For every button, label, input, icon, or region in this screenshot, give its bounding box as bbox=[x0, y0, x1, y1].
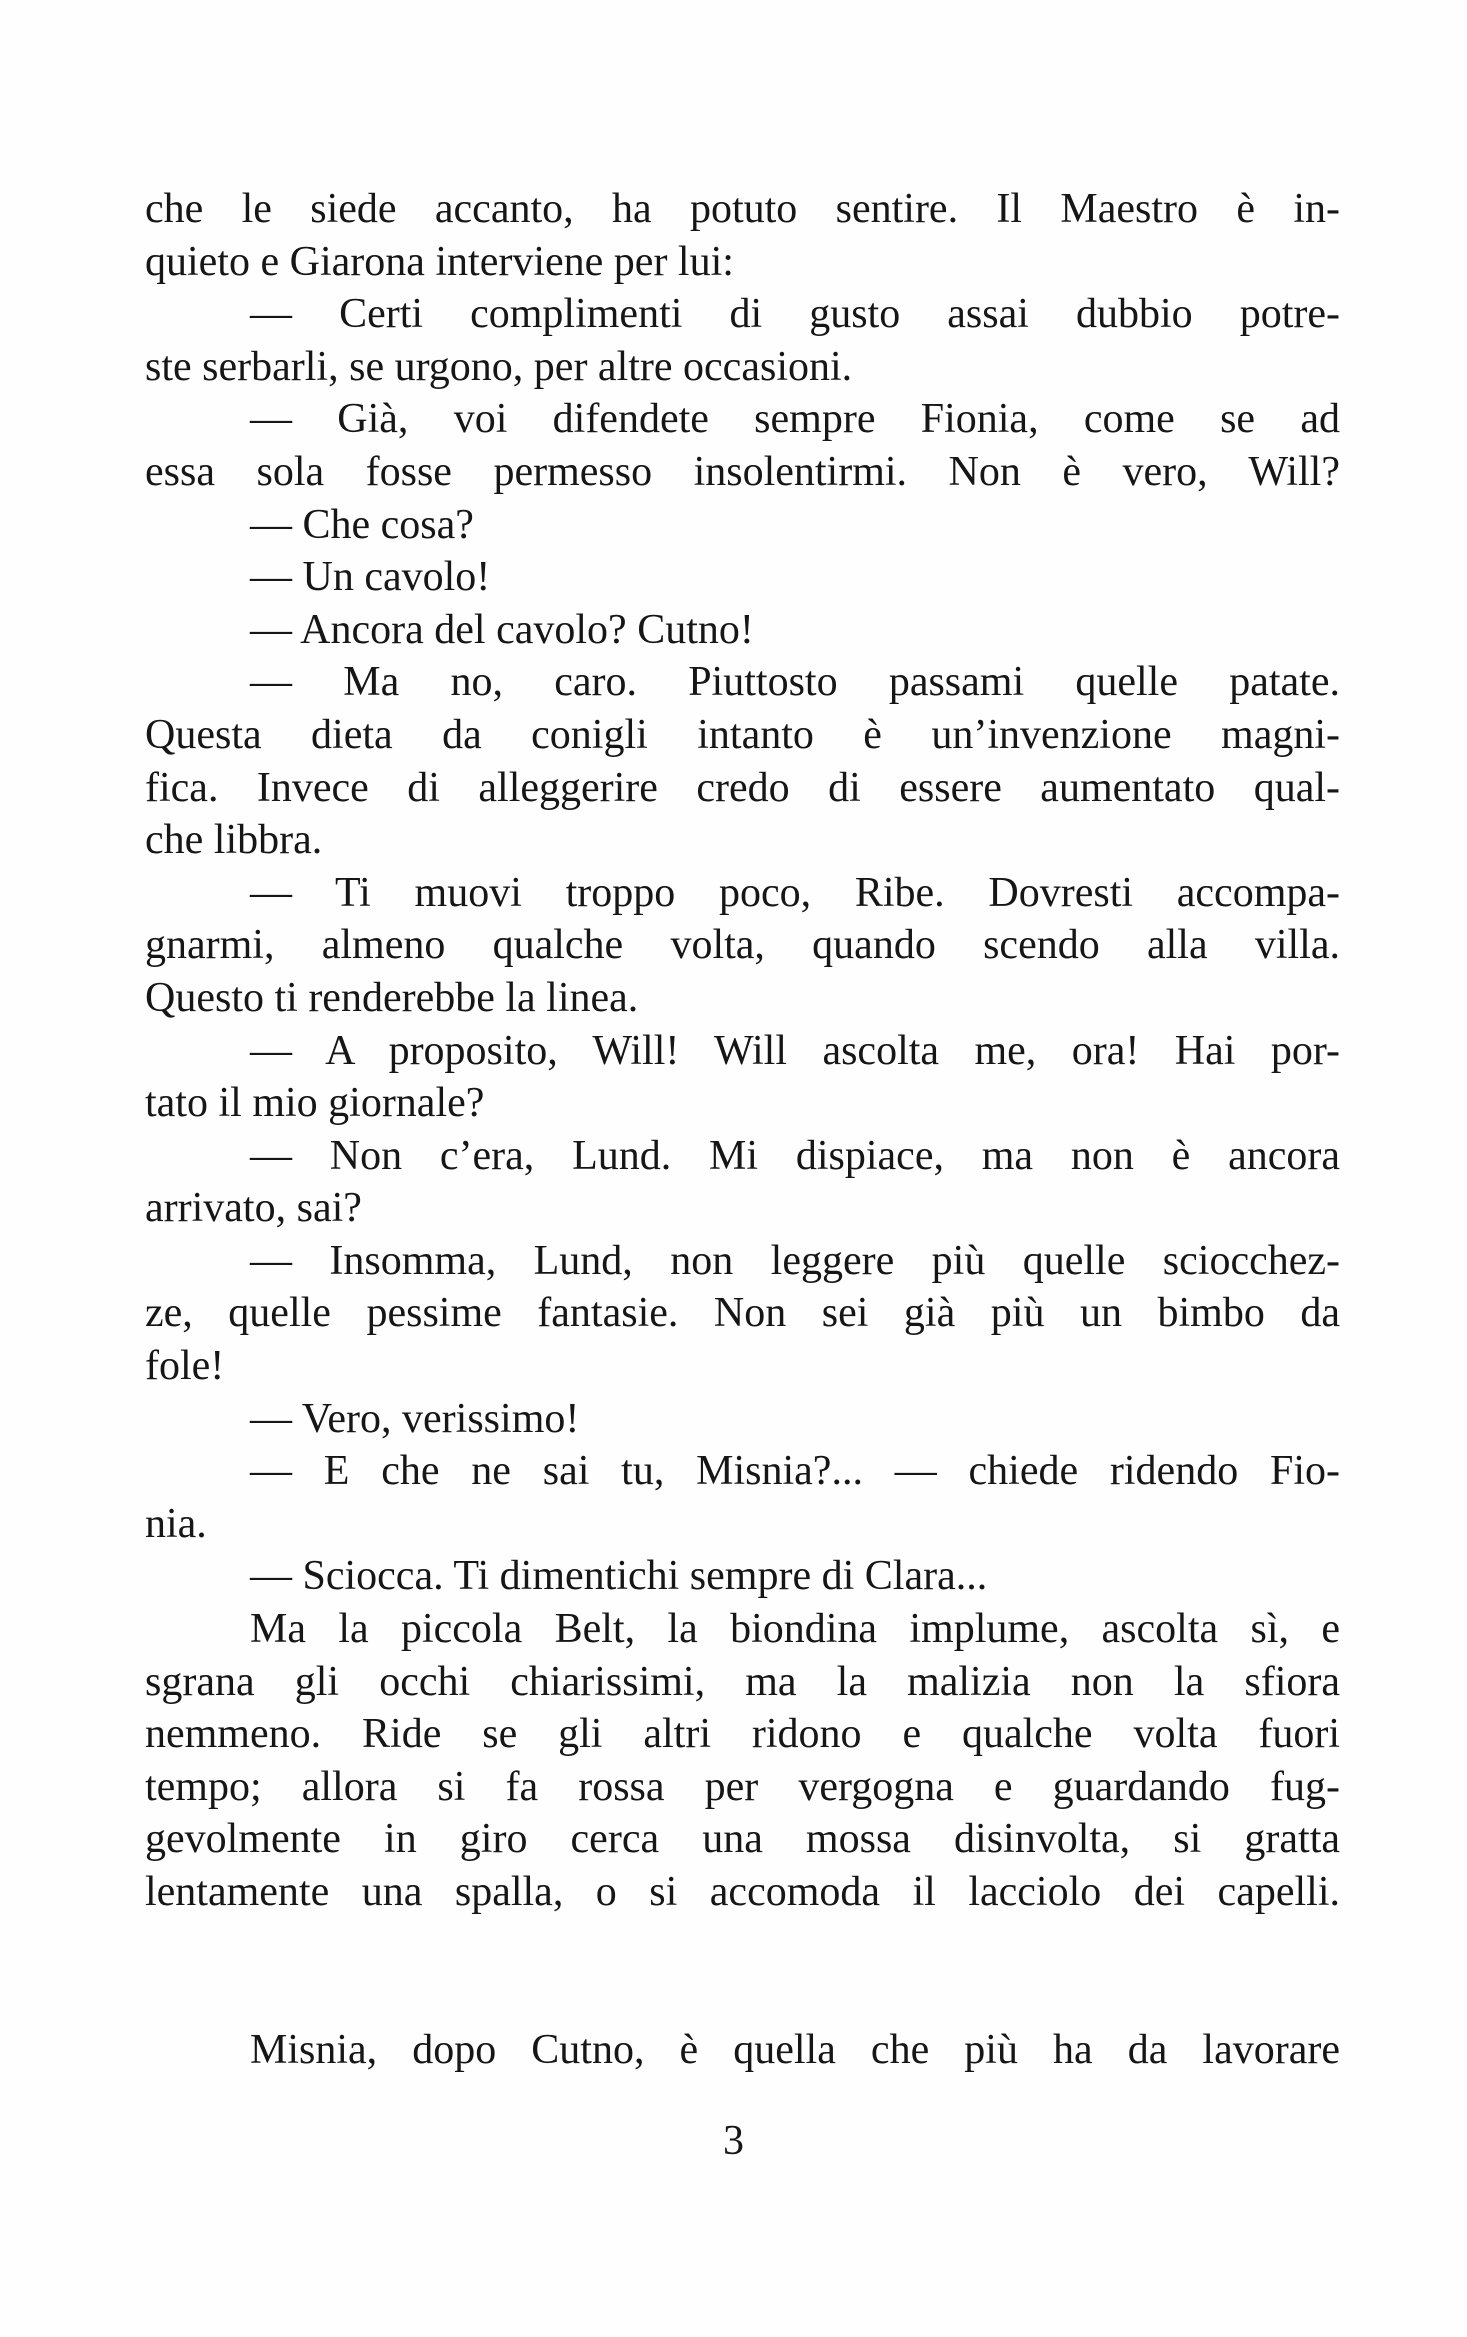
text-line: gnarmi, almeno qualche volta, quando scendo alla villa. bbox=[145, 922, 1340, 969]
dialogue-line: — Certi complimenti di gusto assai dubbio potre- bbox=[250, 291, 1340, 338]
dialogue-line: — Un cavolo! bbox=[250, 554, 491, 601]
text-line: quieto e Giarona interviene per lui: bbox=[145, 238, 734, 285]
text-line: tato il mio giornale? bbox=[145, 1080, 485, 1127]
text-line: nia. bbox=[145, 1500, 207, 1547]
text-line: nemmeno. Ride se gli altri ridono e qualche volta fuori bbox=[145, 1711, 1340, 1758]
dialogue-line: — Ma no, caro. Piuttosto passami quelle patate. bbox=[250, 659, 1340, 706]
text-line: Questa dieta da conigli intanto è un’invenzione magni- bbox=[145, 711, 1340, 758]
dialogue-line: — Già, voi difendete sempre Fionia, come se ad bbox=[250, 396, 1340, 443]
text-line: essa sola fosse permesso insolentirmi. Non è vero, Will? bbox=[145, 448, 1340, 495]
text-line: fole! bbox=[145, 1343, 225, 1390]
text-line: gevolmente in giro cerca una mossa disinvolta, si gratta bbox=[145, 1816, 1340, 1863]
dialogue-line: — Che cosa? bbox=[250, 501, 474, 548]
dialogue-line: — Vero, verissimo! bbox=[250, 1395, 580, 1442]
dialogue-line: — Sciocca. Ti dimentichi sempre di Clara... bbox=[250, 1553, 988, 1600]
text-line: lentamente una spalla, o si accomoda il lacciolo dei capelli. bbox=[145, 1869, 1340, 1915]
text-line: sgrana gli occhi chiarissimi, ma la malizia non la sfiora bbox=[145, 1658, 1340, 1705]
dialogue-line: — Non c’era, Lund. Mi dispiace, ma non è ancora bbox=[250, 1132, 1340, 1179]
dialogue-line: — Ti muovi troppo poco, Ribe. Dovresti accompa- bbox=[250, 869, 1340, 916]
page-number: 3 bbox=[723, 2118, 744, 2164]
dialogue-line: — Ancora del cavolo? Cutno! bbox=[250, 606, 754, 653]
text-line: tempo; allora si fa rossa per vergogna e guardando fug- bbox=[145, 1763, 1340, 1810]
text-line: Questo ti renderebbe la linea. bbox=[145, 974, 639, 1021]
text-line: ze, quelle pessime fantasie. Non sei già più un bimbo da bbox=[145, 1290, 1340, 1337]
dialogue-line: — Insomma, Lund, non leggere più quelle sciocchez- bbox=[250, 1237, 1340, 1284]
dialogue-line: — E che ne sai tu, Misnia?... — chiede ridendo Fio- bbox=[250, 1448, 1340, 1495]
paragraph-line: Misnia, dopo Cutno, è quella che più ha da lavorare bbox=[250, 2026, 1340, 2073]
text-line: ste serbarli, se urgono, per altre occasioni. bbox=[145, 343, 853, 390]
body-text bbox=[145, 183, 1340, 2076]
text-line: che le siede accanto, ha potuto sentire. Il Maestro è in- bbox=[145, 186, 1340, 232]
text-line: che libbra. bbox=[145, 817, 323, 864]
dialogue-line: — A proposito, Will! Will ascolta me, ora! Hai por- bbox=[250, 1027, 1340, 1074]
text-line: arrivato, sai? bbox=[145, 1185, 362, 1232]
text-line: fica. Invece di alleggerire credo di essere aumentato qual- bbox=[145, 764, 1340, 811]
paragraph-line: Ma la piccola Belt, la biondina implume, ascolta sì, e bbox=[250, 1606, 1340, 1653]
